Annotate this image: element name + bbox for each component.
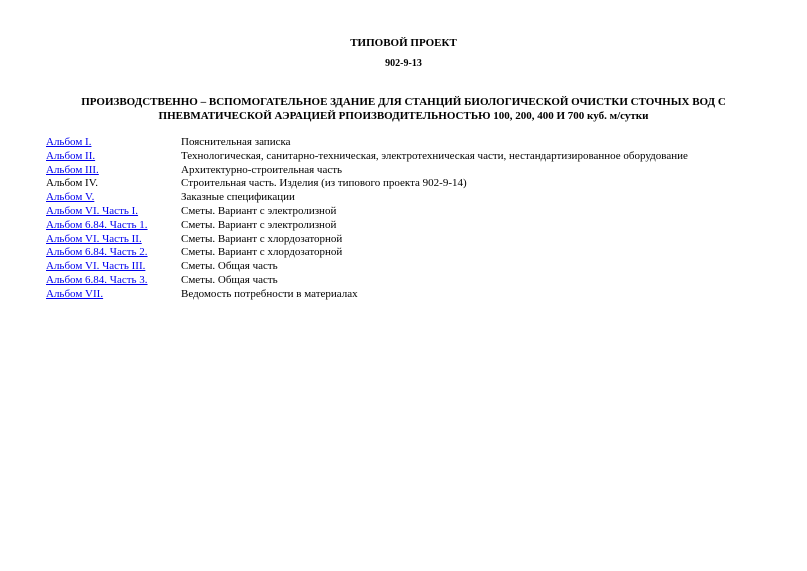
album-link[interactable]: Альбом III. bbox=[46, 163, 99, 176]
album-description: Пояснительная записка bbox=[181, 136, 291, 148]
album-description: Сметы. Вариант с электролизной bbox=[181, 218, 337, 231]
album-description: Технологическая, санитарно-техническая, электротехническая части, нестандартизированное оборудование bbox=[181, 149, 688, 162]
album-description: Заказные спецификации bbox=[181, 191, 295, 204]
album-link[interactable]: Альбом VI. Часть I. bbox=[46, 204, 139, 217]
contents-row bbox=[46, 136, 766, 150]
album-description: Архитектурно-строительная часть bbox=[181, 163, 343, 176]
contents-row bbox=[46, 191, 766, 205]
album-link[interactable]: Альбом 6.84. Часть 1. bbox=[46, 218, 148, 231]
album-description: Сметы. Вариант с электролизной bbox=[181, 204, 337, 217]
album-link[interactable]: Альбом VI. Часть II. bbox=[46, 232, 142, 245]
project-number: 902-9-13 bbox=[385, 58, 422, 69]
album-link[interactable]: Альбом V. bbox=[46, 191, 95, 204]
contents-row bbox=[46, 150, 766, 164]
album-description: Строительная часть. Изделия (из типового проекта 902-9-14) bbox=[181, 177, 467, 190]
contents-row bbox=[46, 233, 766, 247]
contents-row bbox=[46, 177, 766, 191]
contents-row bbox=[46, 205, 766, 219]
album-description: Сметы. Вариант с хлордозаторной bbox=[181, 232, 343, 245]
album-link[interactable]: Альбом 6.84. Часть 3. bbox=[46, 273, 148, 286]
project-title-line-1: ПРОИЗВОДСТВЕННО – ВСПОМОГАТЕЛЬНОЕ ЗДАНИЕ ДЛЯ СТАНЦИЙ БИОЛОГИЧЕСКОЙ ОЧИСТКИ СТОЧНЫХ ВОД С bbox=[81, 96, 726, 108]
contents-row bbox=[46, 246, 766, 260]
project-title bbox=[60, 95, 747, 123]
contents-row bbox=[46, 274, 766, 288]
project-title-line-2: ПНЕВМАТИЧЕСКОЙ АЭРАЦИЕЙ РПОИЗВОДИТЕЛЬНОСТЬЮ 100, 200, 400 И 700 куб. м/сутки bbox=[158, 110, 649, 122]
album-link[interactable]: Альбом VII. bbox=[46, 287, 104, 300]
album-link[interactable]: Альбом VI. Часть III. bbox=[46, 260, 146, 273]
album-label: Альбом IV. bbox=[46, 177, 98, 190]
album-link[interactable]: Альбом 6.84. Часть 2. bbox=[46, 246, 148, 259]
album-link[interactable]: Альбом II. bbox=[46, 149, 96, 162]
album-description: Сметы. Вариант с хлордозаторной bbox=[181, 246, 343, 259]
album-link[interactable]: Альбом I. bbox=[46, 136, 92, 148]
contents-row bbox=[46, 260, 766, 274]
album-description: Ведомость потребности в материалах bbox=[181, 287, 358, 300]
album-description: Сметы. Общая часть bbox=[181, 260, 278, 273]
contents-row bbox=[46, 219, 766, 233]
album-description: Сметы. Общая часть bbox=[181, 273, 278, 286]
document-type-heading: ТИПОВОЙ ПРОЕКТ bbox=[350, 37, 457, 49]
contents-row bbox=[46, 288, 766, 302]
album-contents-list bbox=[46, 136, 766, 302]
contents-row bbox=[46, 164, 766, 178]
